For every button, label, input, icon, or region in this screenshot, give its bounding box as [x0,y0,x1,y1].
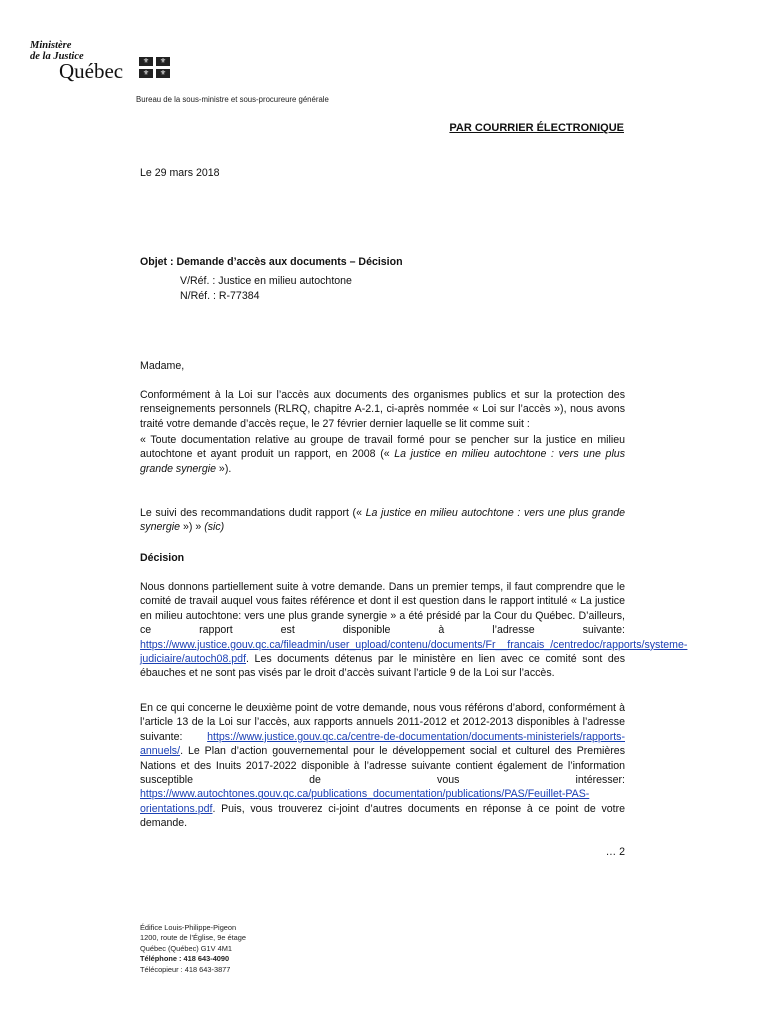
logo-line-quebec: Québec [59,59,124,83]
paragraph-intro: Conformément à la Loi sur l’accès aux documents des organismes publics et sur la protection des renseignements personnels (RLRQ, chapitre A-2.1, ci-après nommée « Loi sur l’accès »), nous avons traité votre demande d’accès reçue, le 27 février dernier laquelle se lit comme suit : [140,389,625,430]
footer-address [140,923,246,975]
link-feuillet-pas[interactable]: https://www.autochtones.gouv.qc.ca/publications_documentation/publications/PAS/Feuillet-PAS-orientations.pdf [140,788,590,815]
footer-building: Édifice Louis-Philippe-Pigeon [140,923,237,932]
bureau-line: Bureau de la sous-ministre et sous-procureure générale [136,95,329,104]
letter-date: Le 29 mars 2018 [140,167,220,179]
paragraph-decision-1: Nous donnons partiellement suite à votre demande. Dans un premier temps, il faut comprendre que le comité de travail auquel vous faites référence et dont il est question dans le rapport intitulé « La justice en milieu autochtone: vers une plus grande synergie » a été présidé par la Cour du Québec. D’ailleurs, ce rapport est disponible à l’adresse suivante: https://www.justice.gouv.qc.ca/fileadmin/user_upload/contenu/documents/Fr__francais_/centredoc/rapports/systeme-judiciaire/autoch08.pdf. Les documents détenus par le ministère en lien avec ce comité sont des ébauches et ne sont pas visés par le droit d’accès suivant l’article 9 de la Loi sur l’accès. [140,581,688,680]
your-reference: V/Réf. : Justice en milieu autochtone [180,275,352,287]
fleurdelise-flag-icon: ⚜ ⚜ ⚜ ⚜ [139,57,171,79]
link-rapport-autoch08[interactable]: https://www.justice.gouv.qc.ca/fileadmin/user_upload/contenu/documents/Fr__francais_/centredoc/rapports/systeme-judiciaire/autoch08.pdf [140,638,688,666]
paragraph-request-quote-2: Le suivi des recommandations dudit rapport (« La justice en milieu autochtone : vers une plus grande synergie ») » (sic) [140,507,625,534]
footer-city: Québec (Québec) G1V 4M1 [140,943,233,953]
paragraph-decision-2: En ce qui concerne le deuxième point de votre demande, nous vous référons d’abord, conformément à l’article 13 de la Loi sur l’accès, aux rapports annuels 2011-2012 et 2012-2013 disponibles à l’adresse suivante: https://www.justice.gouv.qc.ca/centre-de-documentation/documents-ministeriels/rapports-annuels/. Le Plan d’action gouvernemental pour le développement social et culturel des Premières Nations et des Inuits 2017-2022 disponible à l’adresse suivante contient également de l’information susceptible de vous intéresser: https://www.autochtones.gouv.qc.ca/publications_documentation/publications/PAS/Feuillet-PAS-orientations.pdf. Puis, vous trouverez ci-joint d’autres documents en réponse à ce point de votre demande. [140,702,625,830]
page-continuation: … 2 [605,846,625,858]
letter-subject: Objet : Demande d’accès aux documents – Décision [140,256,403,268]
footer-phone: Téléphone : 418 643-4090 [140,954,230,964]
salutation: Madame, [140,360,185,372]
footer-street: 1200, route de l’Église, 9e étage [140,933,247,943]
decision-heading: Décision [140,552,185,564]
link-rapports-annuels[interactable]: https://www.justice.gouv.qc.ca/centre-de-documentation/documents-ministeriels/rapports-annuels/ [140,730,625,758]
transmission-mode: PAR COURRIER ÉLECTRONIQUE [449,122,624,134]
our-reference: N/Réf. : R-77384 [180,290,260,302]
footer-fax: Télécopieur : 418 643-3877 [140,964,231,974]
logo-line-ministere: Ministère [30,40,72,51]
logo-line-justice: de la Justice [30,51,84,62]
paragraph-request-quote-1: « Toute documentation relative au groupe de travail formé pour se pencher sur la justice en milieu autochtone et ayant produit un rapport, en 2008 (« La justice en milieu autochtone : vers une plus grande synergie »). [140,434,625,475]
